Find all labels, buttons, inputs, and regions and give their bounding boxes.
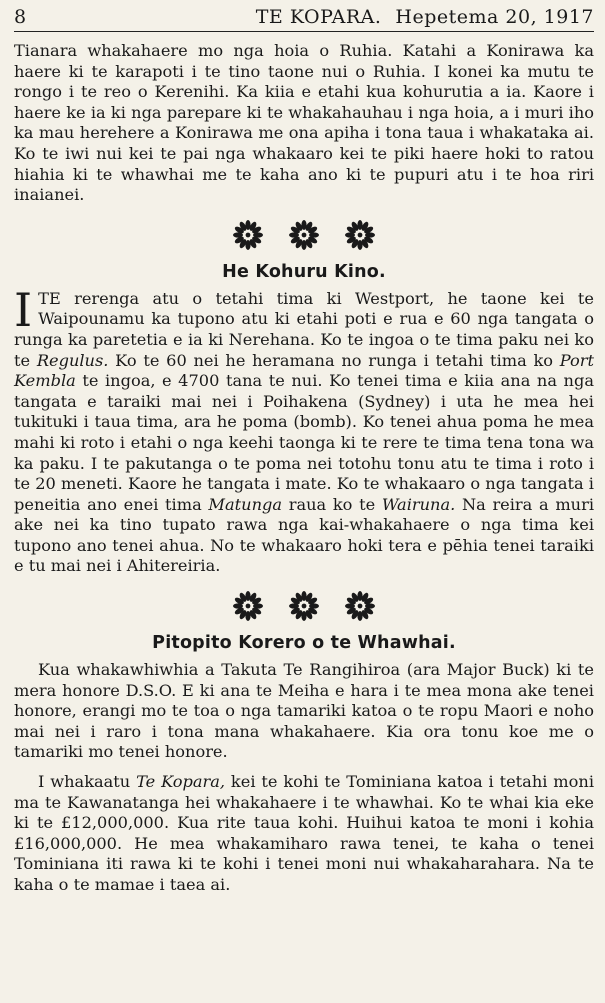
publication-reference: Te Kopara, [136, 772, 226, 792]
body-segment: Ko te 60 nei he heramana no runga i tetahi tima ko [108, 350, 560, 370]
flower-ornament-icon [289, 591, 319, 621]
page-header [14, 4, 594, 32]
flower-ornament-icon [345, 220, 375, 250]
ship-name: Port Kembla [14, 350, 595, 391]
article-paragraph-buck: Kua whakawhiwhia a Takuta Te Rangihiroa (ara Major Buck) ki te mera honore D.S.O. E ki ana te Meiha e hara i te mea mona ake tenei honore, erangi mo te toa o nga tamariki katoa o te ropu Maori e noho mai nei i raro i tona mana whakahaere. Kia ora tonu koe me o tamariki mo tenei honore. [14, 660, 594, 762]
body-segment: TE rerenga atu o tetahi tima ki Westport, he taone kei te Waipounamu ka tupono atu ki etahi poti e rua e 60 nga tangata o runga ka paretetia e ia ki Nerehana. Ko te ingoa o te tima paku nei ko te [14, 288, 594, 370]
newspaper-page [14, 4, 594, 896]
issue-date: Hepetema 20, 1917 [395, 6, 594, 28]
section-divider [14, 220, 594, 250]
body-segment: kei te kohi te Tominiana katoa i tetahi moni ma te Kawanatanga hei whakahaere i te whawhai. Ko te whai kia eke ki te £12,000,000. Kua rite taua kohi. Huihui katoa te moni i kohia £16,000,000. He mea whakamiharo rawa tenei, te kaha o tenei Tominiana iti rawa ki te kohi i tenei moni nui whakaharahara. Na te kaha o te mamae i taea ai. [14, 772, 594, 894]
ship-name: Wairuna. [381, 494, 456, 514]
ship-name: Matunga [208, 494, 283, 514]
page-number: 8 [14, 6, 27, 28]
publication-title: TE KOPARA. [255, 6, 382, 28]
body-segment: Na reira a muri ake nei ka tino tupato rawa nga kai-whakahaere o nga tima kei tupono ano tenei ahua. No te whakaaro hoki tera e pēhia tenei taraiki e tu mai nei i Ahitereiria. [14, 494, 595, 576]
flower-ornament-icon [345, 591, 375, 621]
drop-cap: I [14, 282, 33, 337]
article-body-kohuru [14, 282, 595, 577]
article-paragraph-loan [14, 772, 594, 896]
body-segment: te ingoa, e 4700 tana te nui. Ko tenei tima e kiia ana na nga tangata e taraiki mai nei i Poihakena (Sydney) i uta he mea hei tukituki i taua tima, ara he poma (bomb). Ko tenei ahua poma he mea mahi ki roto i etahi o nga keehi taonga ki te rere te tima tena tona wa ka paku. I te pakutanga o te poma nei totohu tonu atu te tima i roto i te 20 meneti. Kaore he tangata i mate. Ko te whakaaro o nga tangata i peneitia ano enei tima [14, 371, 594, 514]
body-segment: I whakaatu [38, 772, 137, 792]
ship-name: Regulus. [36, 350, 109, 370]
article-title-kohuru: He Kohuru Kino. [222, 261, 386, 282]
body-segment: raua ko te [282, 494, 382, 514]
section-divider [14, 591, 594, 621]
article-title-pitopito: Pitopito Korero o te Whawhai. [152, 633, 456, 654]
flower-ornament-icon [289, 220, 319, 250]
flower-ornament-icon [233, 220, 263, 250]
continued-article-text: Tianara whakahaere mo nga hoia o Ruhia. Katahi a Konirawa ka haere ki te karapoti i te tino taone nui o Ruhia. I konei ka mutu te rongo i te reo o Kerenihi. Ka kiia e etahi kua kohurutia a ia. Kaore i haere ke ia ki nga parepare ki te whakahauhau i nga hoia, a i muri iho ka mau herehere a Konirawa me ona apiha i tona taua i whakataka ai. Ko te iwi nui kei te pai nga whakaaro kei te piki haere hoki to ratou hiahia ki te whawhai me te kaha ano ki te pupuri atu i te hoa riri inaianei. [14, 41, 594, 205]
flower-ornament-icon [233, 591, 263, 621]
